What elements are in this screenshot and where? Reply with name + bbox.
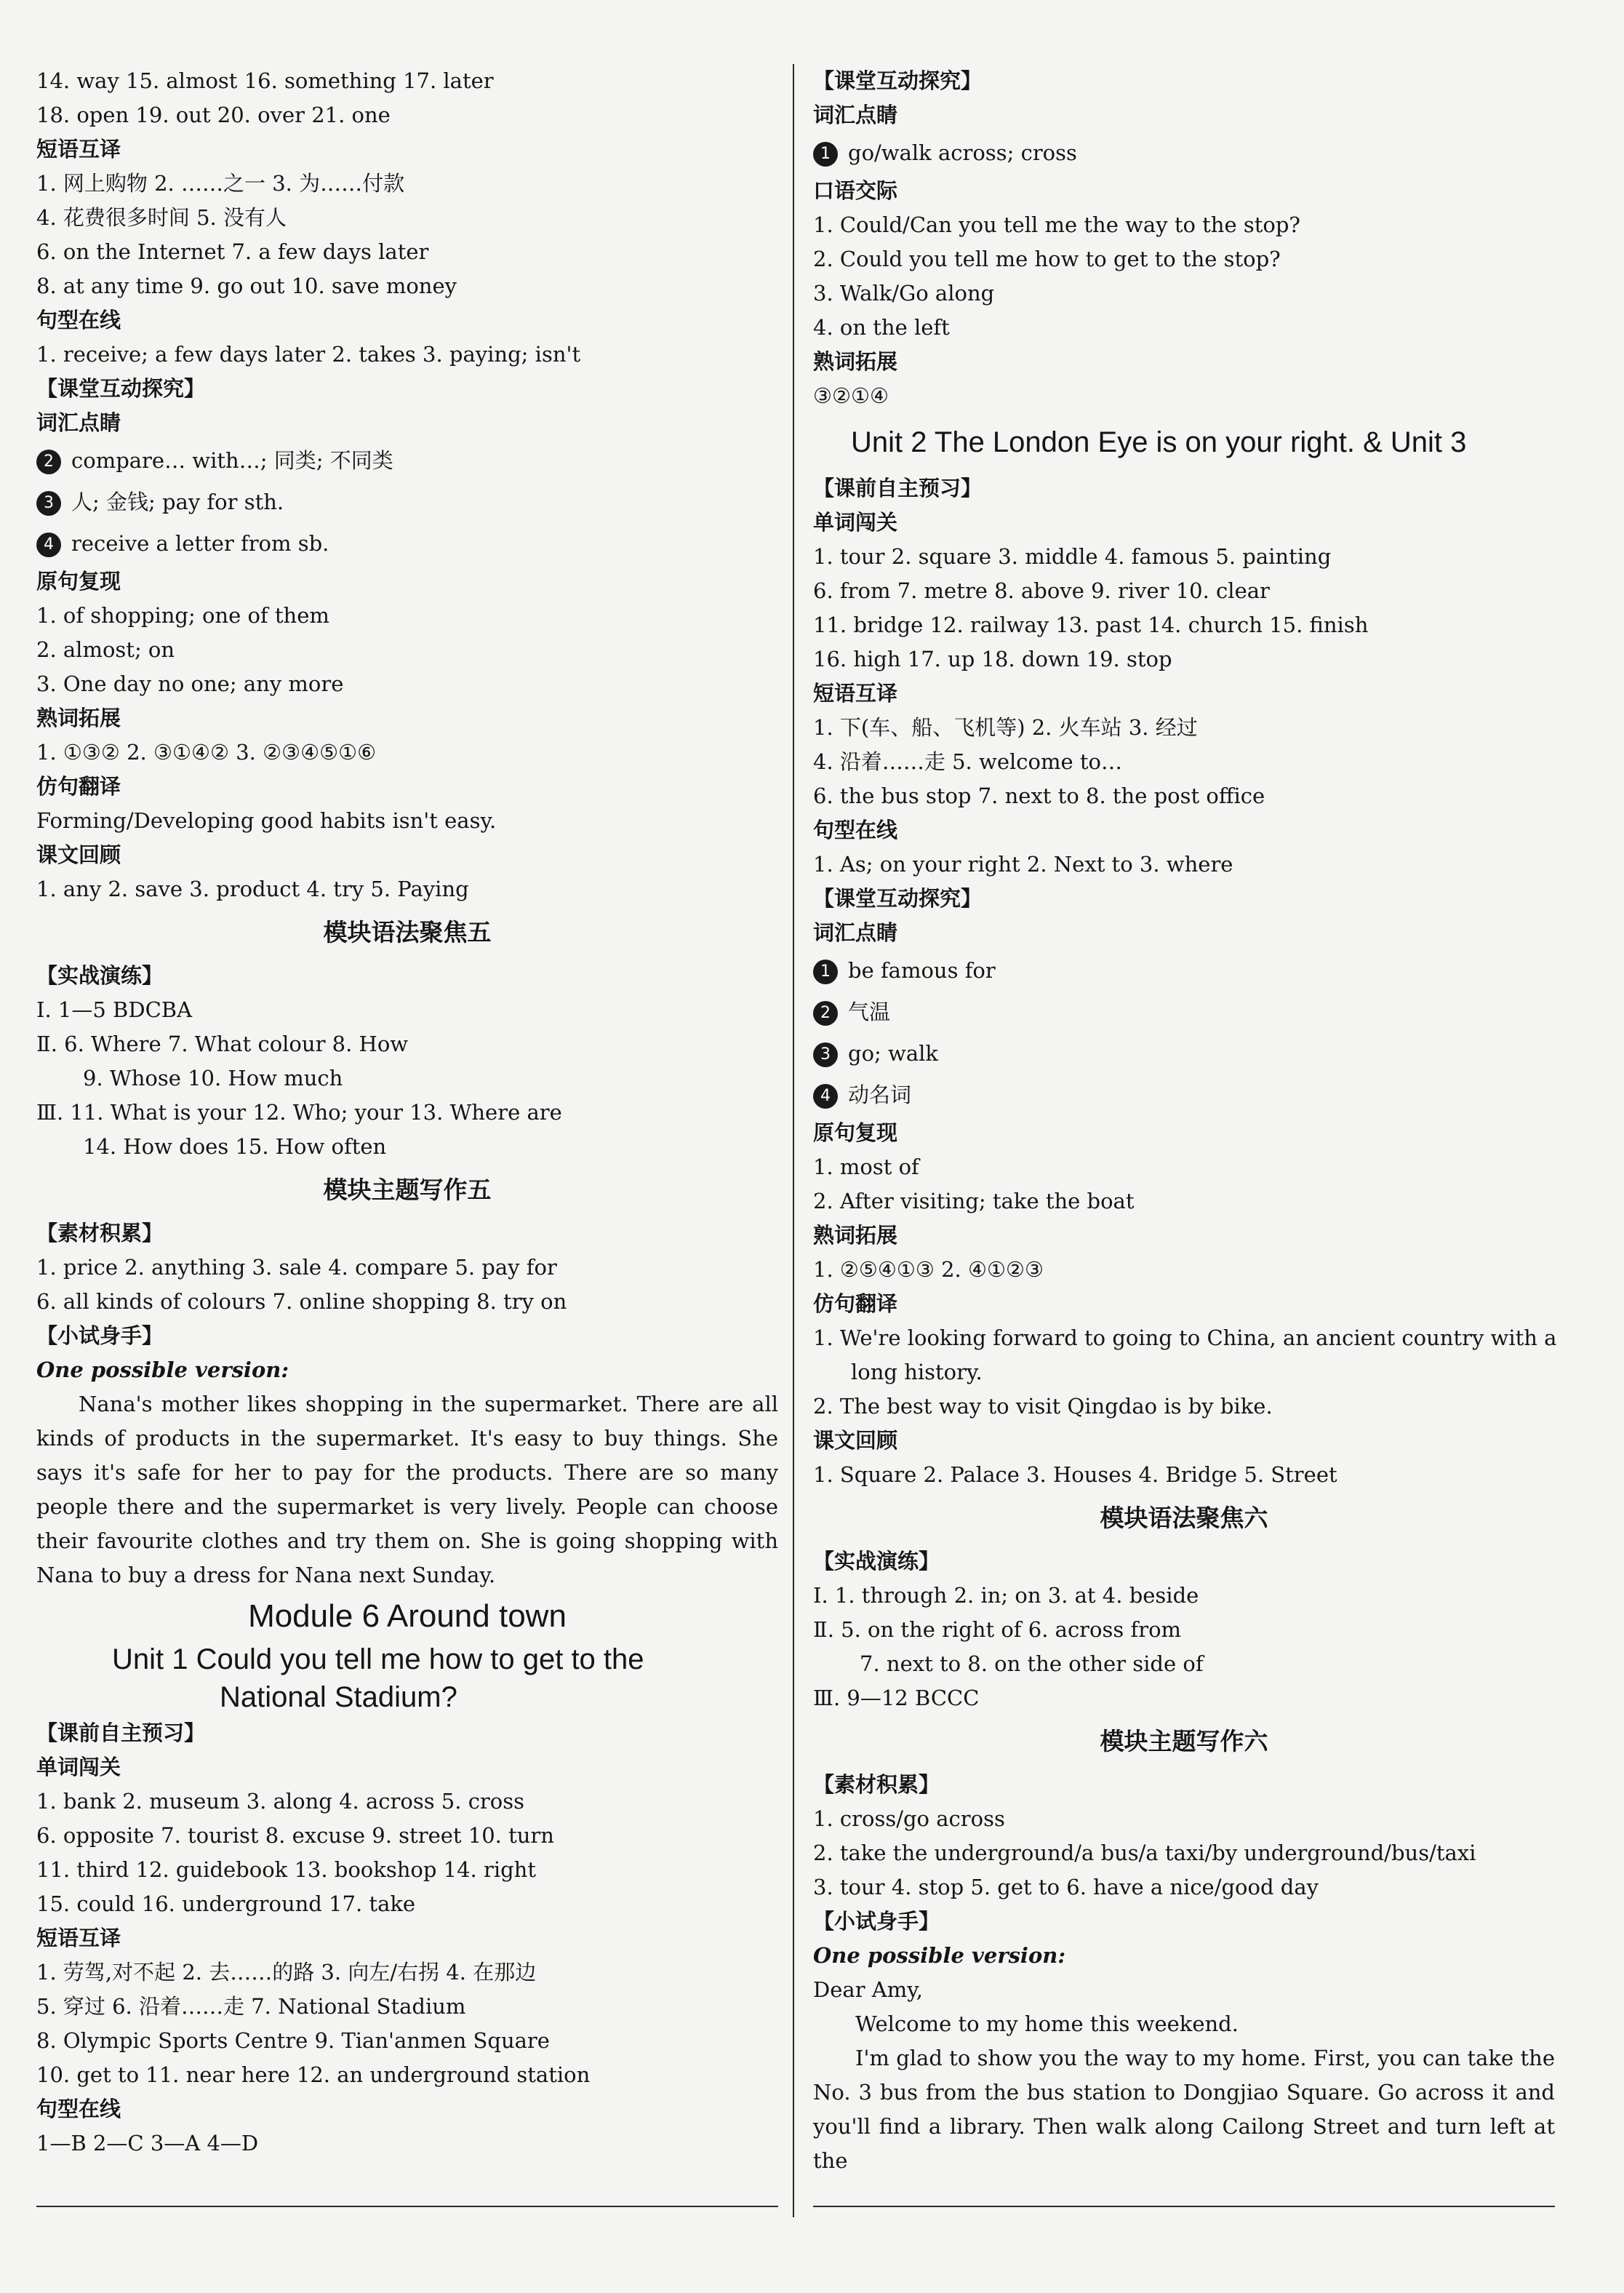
answer-line: 1. 网上购物 2. ……之一 3. 为……付款 xyxy=(36,171,405,196)
answer-line: 2. take the underground/a bus/a taxi/by underground/bus/taxi xyxy=(813,1841,1476,1865)
right-column xyxy=(813,64,1555,2178)
section-heading: 【课前自主预习】 xyxy=(813,476,983,501)
section-heading: 句型在线 xyxy=(36,308,121,332)
section-heading: 单词闯关 xyxy=(36,1755,121,1779)
section-heading: 课文回顾 xyxy=(36,842,121,867)
answer-line: 1. price 2. anything 3. sale 4. compare 5. pay for xyxy=(36,1255,557,1280)
answer-line: 11. bridge 12. railway 13. past 14. church 15. finish xyxy=(813,613,1369,637)
section-heading: 【素材积累】 xyxy=(813,1772,940,1797)
unit-title-line: Unit 1 Could you tell me how to get to the xyxy=(112,1643,644,1675)
section-heading: 单词闯关 xyxy=(813,510,898,535)
answer-line: 10. get to 11. near here 12. an underground station xyxy=(36,2062,591,2087)
module-title: Module 6 Around town xyxy=(248,1598,567,1634)
section-heading: 短语互译 xyxy=(813,681,898,706)
answer-line: 3. One day no one; any more xyxy=(36,671,344,696)
vocab-text: be famous for xyxy=(848,958,996,983)
answer-line: 1. We're looking forward to going to China, an ancient country with a xyxy=(813,1325,1557,1350)
section-heading: 【实战演练】 xyxy=(813,1549,940,1574)
vocab-item xyxy=(813,132,1555,174)
answer-line: 9. Whose 10. How much xyxy=(83,1066,343,1090)
answer-line: 1—B 2—C 3—A 4—D xyxy=(36,2131,259,2156)
answer-line: 1. cross/go across xyxy=(813,1806,1005,1831)
section-heading: 【小试身手】 xyxy=(813,1909,940,1934)
answer-line: 11. third 12. guidebook 13. bookshop 14. right xyxy=(36,1857,537,1882)
answer-line: Forming/Developing good habits isn't easy. xyxy=(36,808,497,833)
left-bottom-rule xyxy=(36,2206,778,2207)
answer-line: 6. opposite 7. tourist 8. excuse 9. street 10. turn xyxy=(36,1823,554,1848)
answer-line: 2. The best way to visit Qingdao is by bike. xyxy=(813,1394,1273,1419)
vocab-item xyxy=(36,482,778,523)
number-bullet: 2 xyxy=(813,1001,838,1026)
answer-line: ③②①④ xyxy=(813,383,889,408)
vocab-text: 气温 xyxy=(848,1000,891,1024)
section-heading: 【课堂互动探究】 xyxy=(813,886,983,911)
letter-greeting: Dear Amy, xyxy=(813,1977,923,2002)
vocab-item xyxy=(36,440,778,482)
column-divider xyxy=(793,64,794,2217)
section-heading: 【素材积累】 xyxy=(36,1221,164,1245)
answer-line: 8. at any time 9. go out 10. save money xyxy=(36,274,457,298)
section-heading: 短语互译 xyxy=(36,137,121,161)
answer-line: 3. Walk/Go along xyxy=(813,281,995,306)
section-heading: 课文回顾 xyxy=(813,1428,898,1453)
answer-line: 1. Square 2. Palace 3. Houses 4. Bridge 5. Street xyxy=(813,1462,1337,1487)
vocab-text: go; walk xyxy=(848,1041,938,1066)
answer-line: 6. from 7. metre 8. above 9. river 10. clear xyxy=(813,578,1270,603)
vocab-item xyxy=(813,992,1555,1033)
answer-line: long history. xyxy=(851,1360,983,1384)
answer-line: 1. most of xyxy=(813,1155,919,1179)
answer-line: 1. 下(车、船、飞机等) 2. 火车站 3. 经过 xyxy=(813,715,1198,740)
section-heading: 仿句翻译 xyxy=(36,774,121,799)
vocab-text: go/walk across; cross xyxy=(848,140,1077,165)
letter-line: Welcome to my home this weekend. xyxy=(855,2011,1239,2036)
answer-line: Ⅰ. 1. through 2. in; on 3. at 4. beside xyxy=(813,1583,1199,1608)
vocab-text: 人; 金钱; pay for sth. xyxy=(71,490,284,514)
section-heading: 词汇点睛 xyxy=(36,410,121,435)
answer-line: 4. on the left xyxy=(813,315,950,340)
answer-line: 2. After visiting; take the boat xyxy=(813,1189,1135,1213)
writing-title: 模块主题写作六 xyxy=(1100,1727,1268,1755)
answer-line: 15. could 16. underground 17. take xyxy=(36,1891,416,1916)
vocab-text: compare… with…; 同类; 不同类 xyxy=(71,448,393,473)
section-heading: 仿句翻译 xyxy=(813,1291,898,1316)
answer-line: 1. 劳驾,对不起 2. 去……的路 3. 向左/右拐 4. 在那边 xyxy=(36,1960,537,1985)
answer-line: 1. receive; a few days later 2. takes 3. paying; isn't xyxy=(36,342,581,367)
answer-line: 14. way 15. almost 16. something 17. later xyxy=(36,68,494,93)
section-heading: 熟词拓展 xyxy=(813,1223,898,1248)
vocab-item xyxy=(36,523,778,565)
section-heading: 原句复现 xyxy=(36,569,121,594)
answer-line: 16. high 17. up 18. down 19. stop xyxy=(813,647,1172,671)
possible-version-label: One possible version: xyxy=(813,1943,1066,1968)
number-bullet: 1 xyxy=(813,142,838,167)
number-bullet: 4 xyxy=(813,1084,838,1109)
answer-line: 1. Could/Can you tell me the way to the stop? xyxy=(813,212,1300,237)
section-heading: 【小试身手】 xyxy=(36,1323,164,1348)
unit-title: Unit 2 The London Eye is on your right. & Unit 3 xyxy=(851,426,1467,458)
answer-line: 5. 穿过 6. 沿着……走 7. National Stadium xyxy=(36,1994,466,2019)
answer-line: 14. How does 15. How often xyxy=(83,1134,387,1159)
number-bullet: 3 xyxy=(36,491,61,516)
vocab-item xyxy=(813,950,1555,992)
section-heading: 【课堂互动探究】 xyxy=(813,68,983,93)
section-heading: 原句复现 xyxy=(813,1120,898,1145)
number-bullet: 1 xyxy=(813,960,838,984)
answer-line: 6. all kinds of colours 7. online shopping 8. try on xyxy=(36,1289,567,1314)
vocab-text: receive a letter from sb. xyxy=(71,531,329,556)
section-heading: 【实战演练】 xyxy=(36,963,164,988)
answer-line: 2. almost; on xyxy=(36,637,175,662)
letter-body: I'm glad to show you the way to my home. First, you can take the No. 3 bus from the bus station to Dongjiao Square. Go across it and you'll find a library. Then walk along Cailong Street and turn left at the xyxy=(813,2046,1555,2173)
answer-line: 1. ②⑤④①③ 2. ④①②③ xyxy=(813,1257,1044,1282)
section-heading: 短语互译 xyxy=(36,1926,121,1950)
section-heading: 【课前自主预习】 xyxy=(36,1720,206,1745)
answer-line: 1. any 2. save 3. product 4. try 5. Paying xyxy=(36,877,469,901)
grammar-title: 模块语法聚焦六 xyxy=(1100,1504,1268,1532)
answer-line: 6. on the Internet 7. a few days later xyxy=(36,239,429,264)
answer-line: 6. the bus stop 7. next to 8. the post office xyxy=(813,783,1265,808)
answer-line: 1. As; on your right 2. Next to 3. where xyxy=(813,852,1233,877)
number-bullet: 4 xyxy=(36,533,61,557)
writing-title: 模块主题写作五 xyxy=(323,1176,492,1204)
answer-line: 18. open 19. out 20. over 21. one xyxy=(36,103,391,127)
possible-version-label: One possible version: xyxy=(36,1357,289,1382)
number-bullet: 2 xyxy=(36,450,61,474)
grammar-title: 模块语法聚焦五 xyxy=(323,918,492,946)
answer-line: 7. next to 8. on the other side of xyxy=(860,1651,1204,1676)
left-column xyxy=(36,64,778,2161)
sample-essay: Nana's mother likes shopping in the supermarket. There are all kinds of products in the supermarket. It's easy to buy things. She says it's safe for her to pay for the products. There are so many people there and the supermarket is very lively. People can choose their favourite clothes and try them on. She is going shopping with Nana to buy a dress for Nana next Sunday. xyxy=(36,1392,778,1587)
section-heading: 熟词拓展 xyxy=(36,706,121,730)
section-heading: 口语交际 xyxy=(813,178,898,203)
answer-line: 1. ①③② 2. ③①④② 3. ②③④⑤①⑥ xyxy=(36,740,377,765)
answer-line: Ⅲ. 9—12 BCCC xyxy=(813,1686,980,1710)
vocab-item xyxy=(813,1074,1555,1116)
answer-line: 4. 花费很多时间 5. 没有人 xyxy=(36,205,287,230)
answer-line: Ⅰ. 1—5 BDCBA xyxy=(36,997,193,1022)
answer-line: 1. of shopping; one of them xyxy=(36,603,329,628)
unit-title xyxy=(36,1640,778,1716)
answer-line: 1. bank 2. museum 3. along 4. across 5. cross xyxy=(36,1789,525,1814)
answer-line: Ⅱ. 5. on the right of 6. across from xyxy=(813,1617,1182,1642)
answer-line: 8. Olympic Sports Centre 9. Tian'anmen Square xyxy=(36,2028,550,2053)
section-heading: 句型在线 xyxy=(813,818,898,842)
answer-line: 1. tour 2. square 3. middle 4. famous 5. painting xyxy=(813,544,1332,569)
answer-line: 3. tour 4. stop 5. get to 6. have a nice/good day xyxy=(813,1875,1319,1899)
section-heading: 熟词拓展 xyxy=(813,349,898,374)
section-heading: 词汇点睛 xyxy=(813,103,898,127)
number-bullet: 3 xyxy=(813,1042,838,1067)
section-heading: 【课堂互动探究】 xyxy=(36,376,206,401)
vocab-text: 动名词 xyxy=(848,1082,912,1107)
answer-line: Ⅲ. 11. What is your 12. Who; your 13. Where are xyxy=(36,1100,562,1125)
answer-line: Ⅱ. 6. Where 7. What colour 8. How xyxy=(36,1032,409,1056)
answer-line: 4. 沿着……走 5. welcome to… xyxy=(813,749,1122,774)
section-heading: 词汇点睛 xyxy=(813,920,898,945)
answer-line: 2. Could you tell me how to get to the stop? xyxy=(813,247,1281,271)
vocab-item xyxy=(813,1033,1555,1074)
unit-title-line: National Stadium? xyxy=(220,1681,457,1713)
right-bottom-rule xyxy=(813,2206,1555,2207)
section-heading: 句型在线 xyxy=(36,2097,121,2121)
